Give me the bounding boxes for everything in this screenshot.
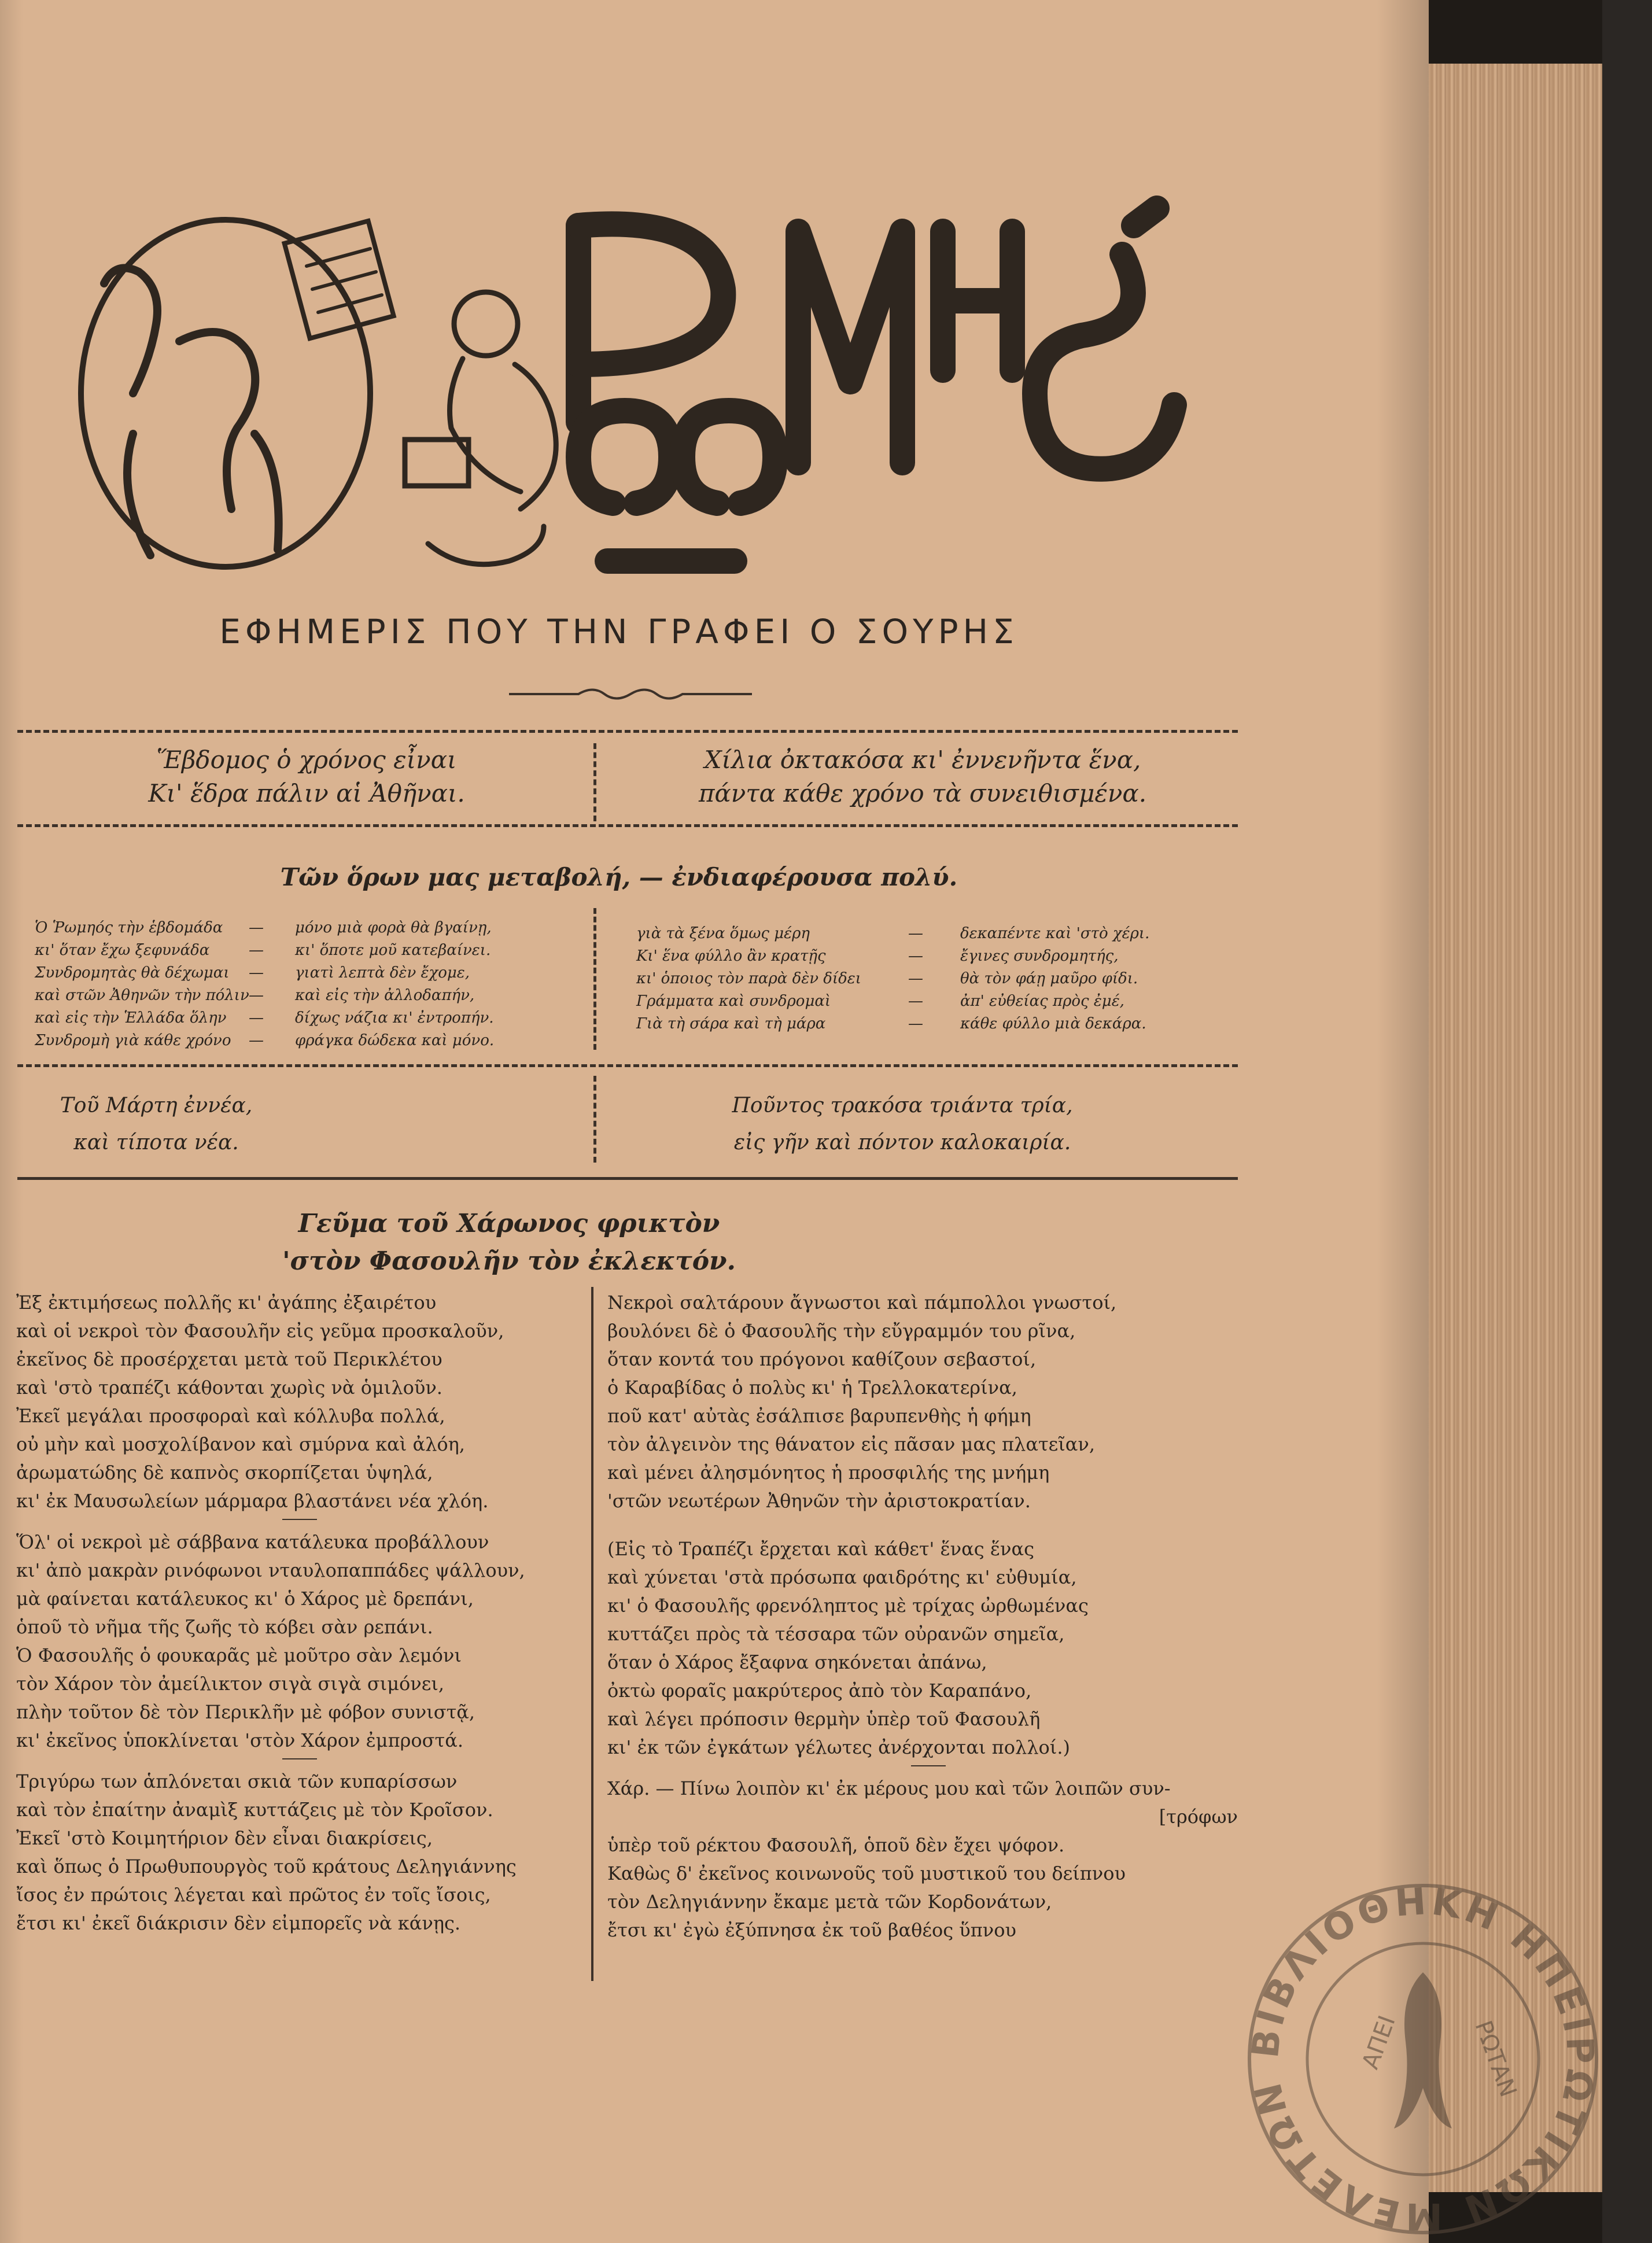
terms-row: κι' ὅταν ἔχω ξεφυνάδα — κι' ὅποτε μοῦ κατεβαίνει. bbox=[35, 942, 491, 959]
bird-emblem-icon bbox=[1394, 1972, 1452, 2128]
article-column-right: Νεκροὶ σαλτάρουν ἄγνωστοι καὶ πάμπολλοι γνωστοί, βουλόνει δὲ ὁ Φασουλῆς τὴν εὔγραμμόν του ρῖνα, ὅταν κοντά του πρόγονοι καθίζουν σεβαστοί, ὁ Καραβίδας ὁ πολὺς κι' ἡ Τρελλοκατερίνα, ποῦ κατ' αὐτὰς ἐσάλπισε βαρυπενθὴς ἡ φήμη τὸν ἀλγεινὸν της θάνατον εἰς πᾶσαν μας πλατεῖαν, καὶ μένει ἀλησμόνητος ἡ προσφιλής της μνήμη 'στῶν νεωτέρων Ἀθηνῶν τὴν ἀριστοκρατίαν. (Εἰς τὸ Τραπέζι ἔρχεται καὶ κάθετ' ἕνας ἕνας καὶ χύνεται 'στὰ πρόσωπα φαιδρότης κι' εὐθυμία, κι' ὁ Φασουλῆς φρενόληπτος μὲ τρίχας ὠρθωμένας κυττάζει πρὸς τὰ τέσσαρα τῶν οὐρανῶν σημεῖα, ὅταν ὁ Χάρος ἔξαφνα σηκόνεται ἀπάνω, ὀκτὼ φοραῖς μακρύτερος ἀπὸ τὸν Καραπάνο, καὶ λέγει πρόποσιν θερμὴν ὑπὲρ τοῦ Φασουλῆ κι' ἐκ τῶν ἐγκάτων γέλωτες ἀνέρχονται πολλοί.) Χάρ. — Πίνω λοιπὸν κι' ἐκ μέρους μου καὶ τῶν λοιπῶν συν- [τρόφων ὑπὲρ τοῦ ρέκτου Φασουλῆ, ὁποῦ δὲν ἔχει ψόφον. Καθὼς δ' ἐκεῖνος κοινωνοῦς τοῦ μυστικοῦ του δείπνου τὸν Δεληγιάννην ἔκαμε μετὰ τῶν Κορδονάτων, ἔτσι κι' ἐγὼ ἐξύπνησα ἐκ τοῦ βαθέος ὕπνου bbox=[607, 1289, 1249, 1945]
terms-row: Συνδρομητὰς θὰ δέχωμαι — γιατὶ λεπτὰ δὲν ἔχομε, bbox=[35, 964, 470, 982]
stamp-inner-left: ΑΠΕΙ bbox=[1357, 2012, 1401, 2073]
column-divider bbox=[593, 908, 596, 1050]
header-verse-left bbox=[35, 743, 578, 810]
rule-dashed bbox=[17, 730, 1238, 733]
terms-row: Συνδρομὴ γιὰ κάθε χρόνο — φράγκα δώδεκα καὶ μόνο. bbox=[35, 1032, 495, 1049]
date-verse-left bbox=[35, 1087, 278, 1161]
header-verse-right bbox=[619, 743, 1226, 810]
terms-row: Γιὰ τὴ σάρα καὶ τὴ μάρα — κάθε φύλλο μιὰ δεκάρα. bbox=[636, 1015, 1146, 1032]
stamp-arc-text: ΒΙΒΛΙΟΘΗΚΗ ΗΠΕΙΡΩΤΙΚΩΝ ΜΕΛΕΤΩΝ bbox=[1244, 1880, 1602, 2238]
ornament-squiggle bbox=[509, 683, 752, 706]
verse-line: Χίλια ὀκτακόσα κι' ἐννενῆντα ἕνα, bbox=[704, 746, 1141, 774]
subscription-terms-right bbox=[636, 923, 1232, 1035]
terms-row: καὶ στῶν Ἀθηνῶν τὴν πόλιν — καὶ εἰς τὴν ἀλλοδαπήν, bbox=[35, 987, 475, 1004]
stanza-divider bbox=[282, 1758, 317, 1759]
rule-dashed bbox=[17, 824, 1238, 827]
verse-line: Ποῦντος τρακόσα τριάντα τρία, bbox=[732, 1094, 1073, 1117]
verse-line: Κι' ἕδρα πάλιν αἱ Ἀθῆναι. bbox=[148, 779, 465, 807]
date-verse-right bbox=[648, 1087, 1157, 1161]
terms-row: γιὰ τὰ ξένα ὅμως μέρη — δεκαπέντε καὶ 'στὸ χέρι. bbox=[636, 925, 1150, 942]
terms-row: καὶ εἰς τὴν Ἑλλάδα ὅλην — δίχως νάζια κι' ἐντροπήν. bbox=[35, 1009, 494, 1027]
masthead-illustration bbox=[35, 191, 1249, 654]
verse-line: εἰς γῆν καὶ πόντον καλοκαιρία. bbox=[733, 1131, 1071, 1154]
rule-dashed bbox=[17, 1064, 1238, 1067]
column-divider bbox=[591, 1287, 593, 1981]
masthead-subtitle: ΕΦΗΜΕΡΙΣ ΠΟΥ ΤΗΝ ΓΡΑΦΕΙ Ο ΣΟΥΡΗΣ bbox=[219, 612, 1019, 651]
article-title-line1: Γεῦμα τοῦ Χάρωνος φρικτὸν bbox=[298, 1209, 720, 1238]
verse-line: καὶ τίποτα νέα. bbox=[73, 1131, 239, 1154]
subscription-title: Τῶν ὅρων μας μεταβολή, — ἐνδιαφέρουσα πολύ. bbox=[280, 863, 958, 891]
masthead bbox=[35, 191, 1249, 654]
article-title-line2: 'στὸν Φασουλῆν τὸν ἐκλεκτόν. bbox=[282, 1246, 736, 1276]
terms-row: κι' ὁποιος τὸν παρὰ δὲν δίδει — θὰ τὸν φάῃ μαῦρο φίδι. bbox=[636, 970, 1138, 987]
bracket-continuation: [τρόφων bbox=[1159, 1806, 1238, 1828]
column-divider bbox=[593, 743, 596, 821]
stamp-inner-right: ΡΩΤΑΝ bbox=[1469, 2017, 1522, 2101]
verse-line: Ἕβδομος ὁ χρόνος εἶναι bbox=[156, 746, 457, 774]
stanza-divider bbox=[911, 1765, 946, 1766]
verse-line: Τοῦ Μάρτη ἐννέα, bbox=[60, 1094, 253, 1117]
verse-line: πάντα κάθε χρόνο τὰ συνειθισμένα. bbox=[698, 779, 1147, 807]
book-binding bbox=[1602, 0, 1652, 2243]
stanza-divider bbox=[282, 1519, 317, 1520]
page-edges bbox=[1429, 64, 1602, 2192]
terms-row: Ὁ Ῥωμηός τὴν ἑβδομάδα — μόνο μιὰ φορὰ θὰ βγαίνῃ, bbox=[35, 919, 492, 936]
terms-row: Γράμματα καὶ συνδρομαὶ — ἀπ' εὐθείας πρὸς ἐμέ, bbox=[636, 993, 1124, 1010]
subscription-terms-left bbox=[35, 917, 584, 1052]
article-column-left: Ἐξ ἐκτιμήσεως πολλῆς κι' ἀγάπης ἐξαιρέτου καὶ οἱ νεκροὶ τὸν Φασουλῆν εἰς γεῦμα προσκαλοῦν, ἐκεῖνος δὲ προσέρχεται μετὰ τοῦ Περικλέτου καὶ 'στὸ τραπέζι κάθονται χωρὶς νὰ ὁμιλοῦν. Ἐκεῖ μεγάλαι προσφοραὶ καὶ κόλλυβα πολλά, οὐ μὴν καὶ μοσχολίβανον καὶ σμύρνα καὶ ἀλόη, ἀρωματώδης δὲ καπνὸς σκορπίζεται ὑψηλά, κι' ἐκ Μαυσωλείων μάρμαρα βλαστάνει νέα χλόη. Ὅλ' οἱ νεκροὶ μὲ σάββανα κατάλευκα προβάλλουν κι' ἀπὸ μακρὰν ρινόφωνοι νταυλοπαππάδες ψάλλουν, μὰ φαίνεται κατάλευκος κι' ὁ Χάρος μὲ δρεπάνι, ὁποῦ τὸ νῆμα τῆς ζωῆς τὸ κόβει σὰν ρεπάνι. Ὁ Φασουλῆς ὁ φουκαρᾶς μὲ μοῦτρο σὰν λεμόνι τὸν Χάρον τὸν ἀμείλικτον σιγὰ σιγὰ σιμόνει, πλὴν τοῦτον δὲ τὸν Περικλῆν μὲ φόβον συνιστᾷ, κι' ἐκεῖνος ὑποκλίνεται 'στὸν Χάρον ἐμπροστά. Τριγύρω των ἁπλόνεται σκιὰ τῶν κυπαρίσσων καὶ τὸν ἐπαίτην ἀναμὶξ κυττάζεις μὲ τὸν Κροῖσον. Ἐκεῖ 'στὸ Κοιμητήριον δὲν εἶναι διακρίσεις, καὶ ὅπως ὁ Πρωθυπουργὸς τοῦ κράτους Δεληγιάννης ἴσος ἐν πρώτοις λέγεται καὶ πρῶτος ἐν τοῖς ἴσοις, ἔτσι κι' ἐκεῖ διάκρισιν δὲν εἰμπορεῖς νὰ κάνῃς. bbox=[16, 1292, 525, 1934]
terms-row: Κι' ἕνα φύλλο ἂν κρατῇς — ἔγινες συνδρομητής, bbox=[636, 947, 1119, 965]
rule-solid bbox=[17, 1177, 1238, 1180]
column-divider bbox=[593, 1076, 596, 1163]
library-stamp bbox=[1244, 1880, 1602, 2238]
